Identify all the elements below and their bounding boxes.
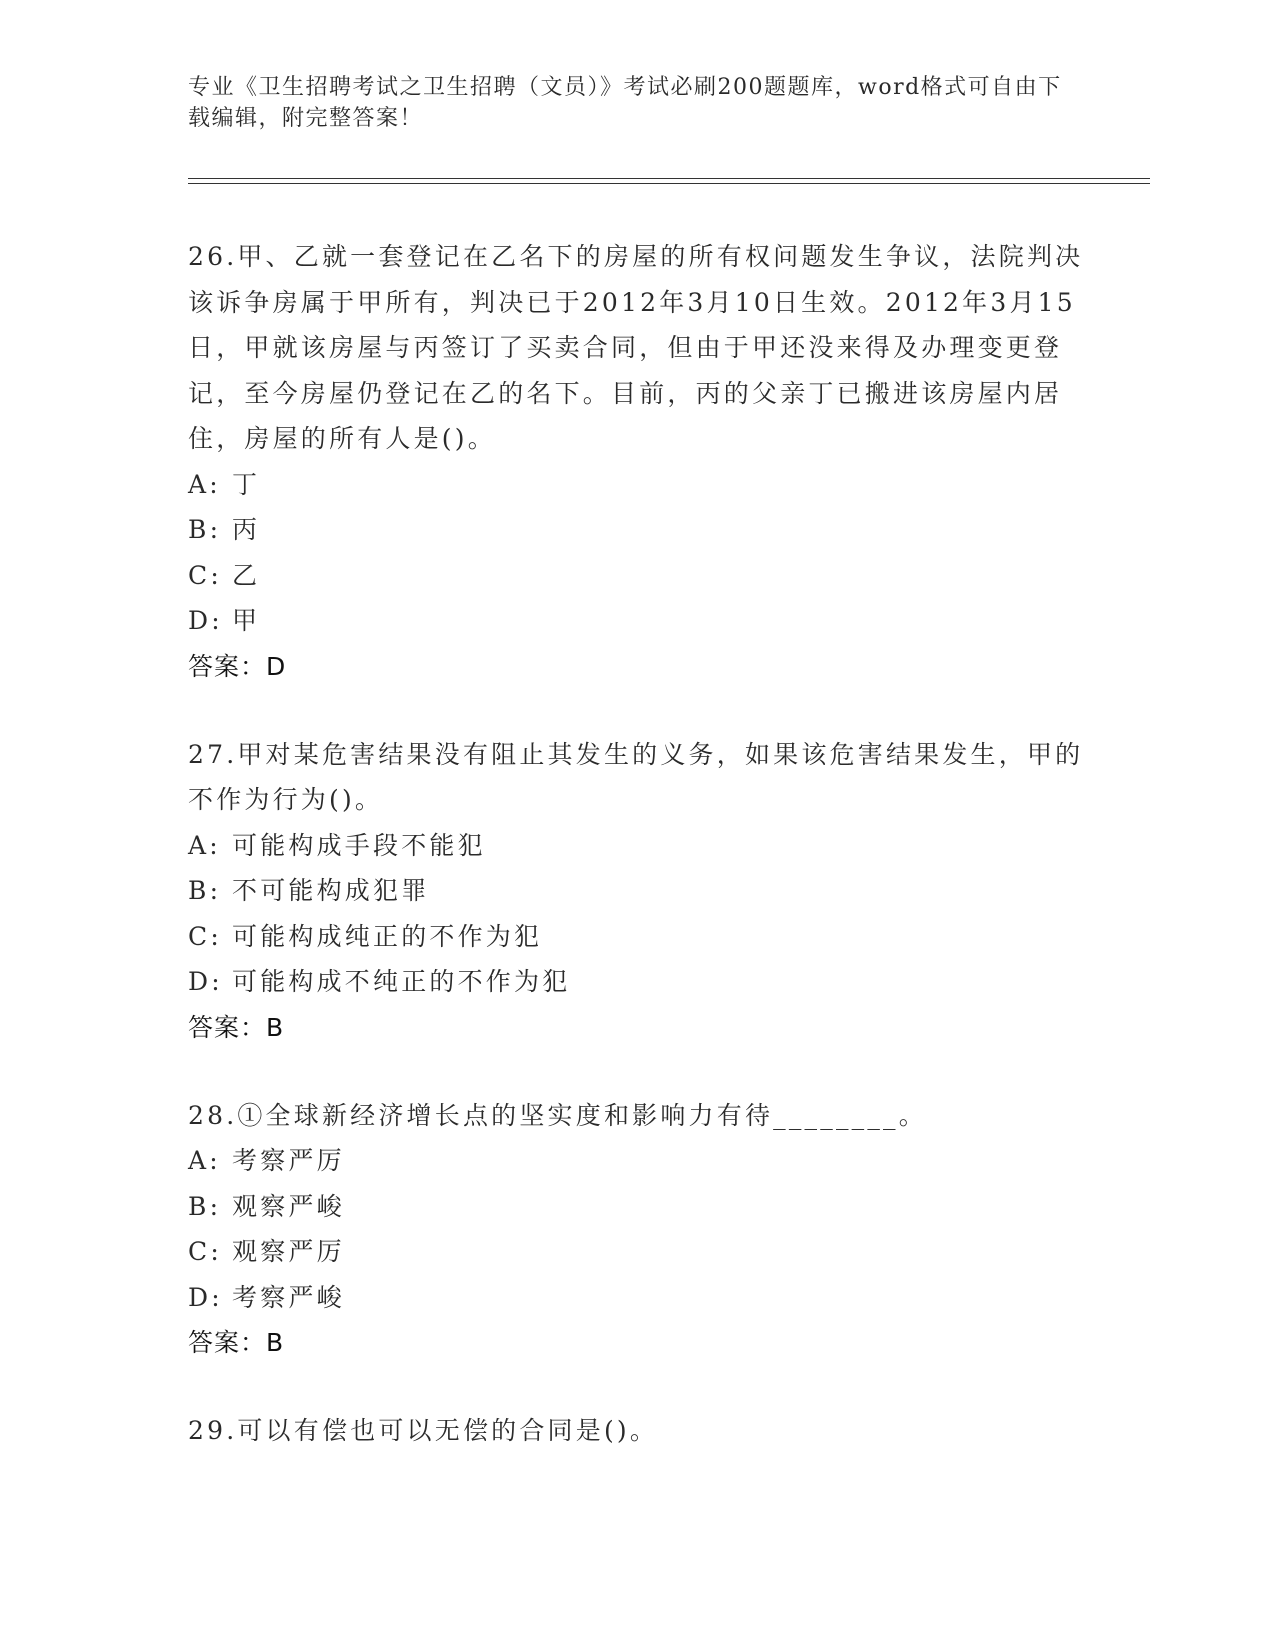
option-label: C: (188, 560, 222, 590)
question-29 (188, 1408, 1088, 1454)
option-label: D: (188, 606, 223, 635)
option-c (188, 1229, 1088, 1275)
header-divider-bottom (188, 183, 1150, 184)
option-d (188, 598, 1088, 644)
question-27 (188, 732, 1088, 1051)
question-26 (188, 234, 1088, 690)
option-label: C: (188, 1237, 222, 1266)
option-text: 丁 (232, 469, 261, 499)
question-text: 29.可以有偿也可以无偿的合同是()。 (188, 1416, 659, 1445)
answer: 答案：D (188, 651, 287, 681)
option-c (188, 914, 1088, 960)
option-c (188, 553, 1088, 599)
option-label: B: (188, 515, 222, 544)
option-label: D: (188, 1282, 223, 1312)
option-b (188, 507, 1088, 553)
option-text: 丙 (232, 515, 261, 544)
option-label: A: (188, 1146, 221, 1175)
option-a (188, 823, 1088, 869)
question-28 (188, 1093, 1088, 1367)
option-b (188, 1184, 1088, 1230)
option-d (188, 959, 1088, 1005)
option-label: B: (188, 876, 222, 905)
option-a (188, 462, 1088, 508)
option-label: B: (188, 1191, 222, 1221)
question-text: 27.甲对某危害结果没有阻止其发生的义务，如果该危害结果发生，甲的不作为行为()。 (188, 739, 1084, 814)
option-b (188, 868, 1088, 914)
answer: 答案：B (188, 1328, 285, 1357)
question-text: 28.①全球新经济增长点的坚实度和影响力有待________。 (188, 1100, 927, 1130)
header-divider-top (188, 178, 1150, 179)
option-text: 观察严峻 (232, 1191, 345, 1221)
option-d (188, 1275, 1088, 1321)
option-text: 观察严厉 (232, 1237, 345, 1266)
document-header: 专业《卫生招聘考试之卫生招聘（文员）》考试必刷200题题库，word格式可自由下载编辑，附完整答案！ (188, 75, 1062, 131)
option-text: 可能构成纯正的不作为犯 (232, 921, 543, 951)
option-label: C: (188, 921, 222, 951)
question-list (188, 234, 1088, 1494)
option-text: 甲 (232, 606, 261, 635)
option-text: 考察严厉 (232, 1146, 345, 1175)
answer: 答案：B (188, 1012, 285, 1042)
option-text: 不可能构成犯罪 (232, 876, 430, 905)
option-label: A: (188, 469, 221, 499)
option-label: D: (188, 967, 223, 996)
question-text: 26.甲、乙就一套登记在乙名下的房屋的所有权问题发生争议，法院判决该诉争房属于甲所有，判决已于2012年3月10日生效。2012年3月15日，甲就该房屋与丙签订了买卖合同，但由于甲还没来得及办理变更登记，至今房屋仍登记在乙的名下。目前，丙的父亲丁已搬进该房屋内居住，房屋的所有人是()。 (188, 242, 1084, 453)
option-a (188, 1138, 1088, 1184)
option-text: 可能构成不纯正的不作为犯 (232, 967, 571, 996)
option-text: 乙 (232, 560, 261, 590)
option-text: 考察严峻 (232, 1282, 345, 1312)
option-label: A: (188, 830, 221, 860)
option-text: 可能构成手段不能犯 (232, 830, 486, 860)
